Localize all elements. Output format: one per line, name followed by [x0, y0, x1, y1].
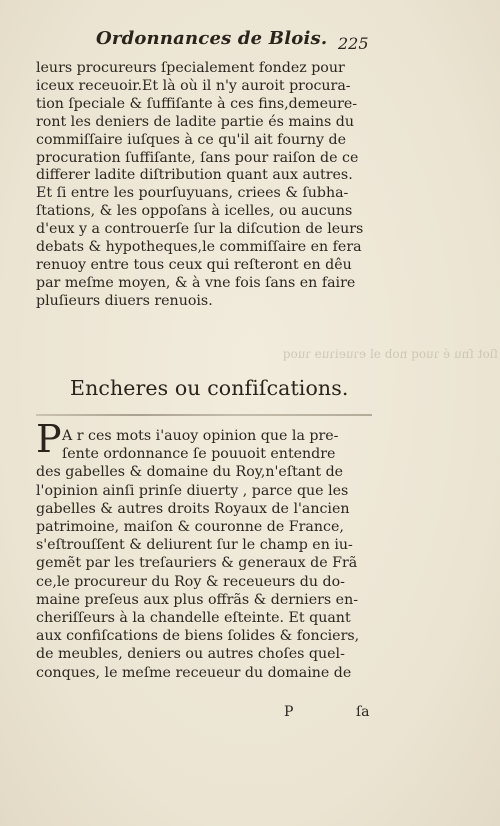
text-line: ſtations, & les oppoſans à icelles, ou aucuns	[36, 203, 353, 220]
text-line: leurs procureurs ſpecialement fondez pour	[36, 60, 345, 76]
section-heading: Encheres ou confiſcations.	[70, 376, 349, 400]
text-line: pluſieurs diuers renuois.	[36, 292, 213, 309]
page-footer	[36, 704, 372, 724]
section-paragraph	[36, 427, 372, 682]
text-line: patrimoine, maiſon & couronne de France,	[36, 519, 344, 536]
text-line: procuration ſuffiſante, ſans pour raiſon de ce	[36, 149, 359, 166]
text-line: aux confiſcations de biens ſolides & fonciers,	[36, 628, 360, 645]
text-line: des gabelles & domaine du Roy,n'eſtant de	[36, 464, 344, 481]
text-line: cheriſſeurs à la chandelle eſteinte. Et quant	[36, 610, 351, 627]
catchword: ſa	[356, 704, 370, 720]
bleed-through-text: ſiot ſnu é ɿuoq nob ɘl eɿueiɿuɘ ɿuoq	[282, 347, 498, 361]
text-line: commiſſaire iuſques à ce qu'il ait fourny de	[36, 131, 347, 148]
text-line: ce,le procureur du Roy & receueurs du do-	[36, 573, 345, 590]
text-line: l'opinion ainſi prinſe diuerty , parce que les	[36, 482, 349, 499]
page-number: 225	[338, 34, 369, 53]
text-line: de meubles, deniers ou autres choſes quel-	[36, 646, 345, 663]
text-line: A r ces mots i'auoy opinion que la pre-	[62, 428, 339, 444]
drop-cap: P	[36, 417, 62, 461]
text-line: iceux receuoir.Et là où il n'y auroit procura-	[36, 77, 351, 94]
text-line: s'eſtrouſſent & deliurent ſur le champ en iu-	[36, 537, 353, 554]
text-line: renuoy entre tous ceux qui reſteront en dêu	[36, 256, 352, 273]
text-line: par meſme moyen, & à vne fois ſans en faire	[36, 274, 356, 291]
text-line: maine preſeus aux plus offrãs & derniers en-	[36, 591, 359, 608]
text-line: gemẽt par les treſauriers & generaux de Frã	[36, 555, 358, 572]
text-line: conques, le meſme receueur du domaine de	[36, 664, 352, 681]
text-line: ront les deniers de ladite partie és mains du	[36, 113, 354, 130]
text-line: differer ladite diſtribution quant aux autres.	[36, 167, 353, 184]
text-line: d'eux y a controuerſe ſur la diſcution de leurs	[36, 221, 364, 238]
text-line: tion ſpeciale & ſuffiſante à ces fins,demeure-	[36, 95, 358, 112]
section-divider	[36, 414, 372, 416]
signature-mark: P	[284, 704, 294, 720]
continued-paragraph	[36, 60, 372, 311]
text-line: debats & hypotheques,le commiſſaire en fera	[36, 239, 362, 256]
running-title: Ordonnances de Blois.	[96, 28, 328, 49]
text-line: ſente ordonnance ſe pouuoit entendre	[62, 446, 336, 463]
text-line: Et ſi entre les pourſuyuans, criees & ſubha-	[36, 185, 349, 202]
text-line: gabelles & autres droits Royaux de l'ancien	[36, 500, 350, 517]
